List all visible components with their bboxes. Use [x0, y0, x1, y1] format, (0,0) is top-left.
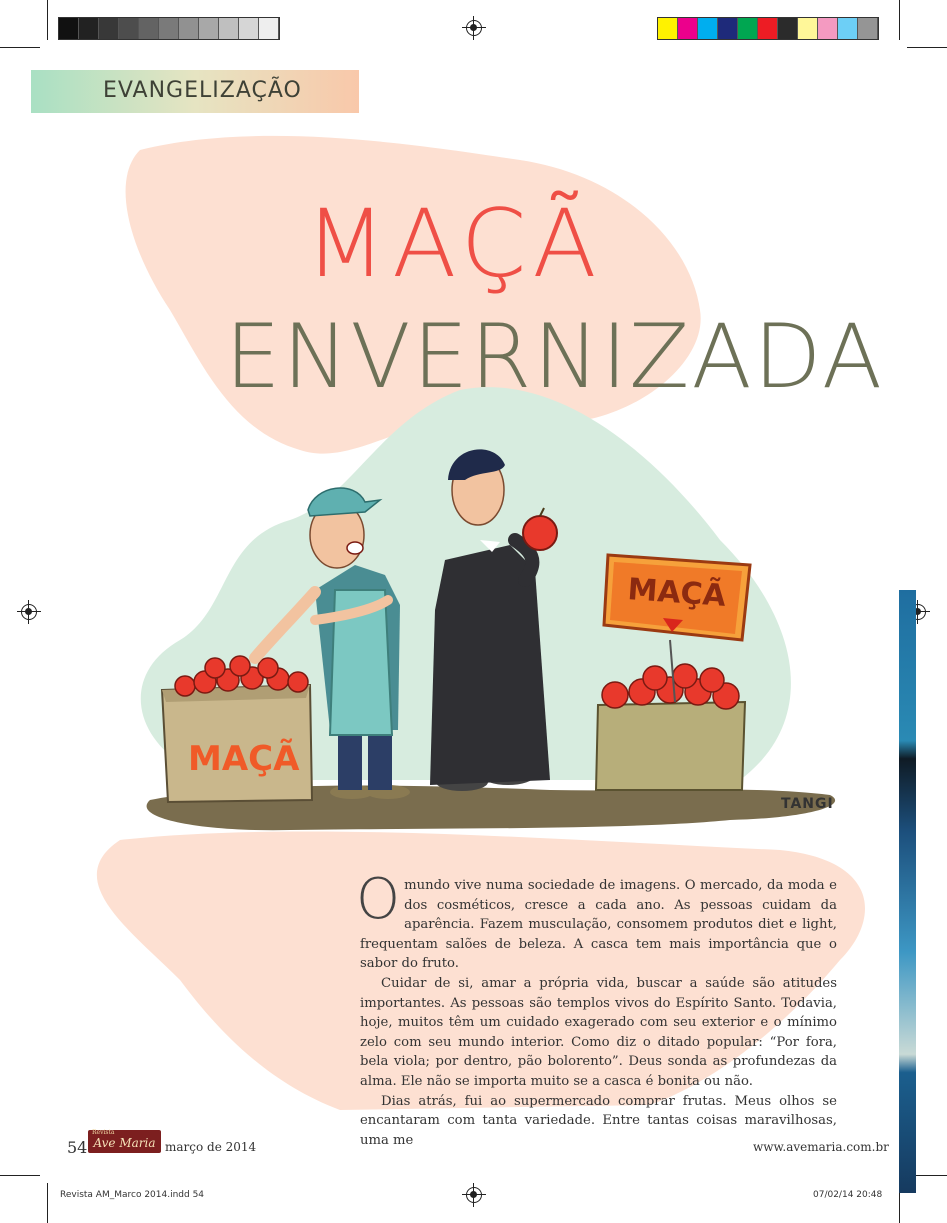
illustration-signature: TANGI [781, 796, 834, 812]
page-number: 54 [67, 1138, 88, 1157]
priest-character [430, 449, 557, 791]
slug-datetime: 07/02/14 20:48 [813, 1190, 883, 1200]
crop-mark [0, 1175, 40, 1176]
article-paragraph [356, 867, 837, 974]
crop-mark [47, 1183, 48, 1223]
grayscale-bar [58, 17, 280, 40]
left-crate-label: MAÇÃ [188, 739, 300, 779]
section-label: EVANGELIZAÇÃO [103, 78, 302, 103]
registration-mark [466, 20, 482, 36]
right-apples [602, 664, 739, 709]
logo-small-text: Revista [92, 1129, 115, 1136]
right-crate [596, 702, 745, 790]
crop-mark [907, 47, 947, 48]
crop-mark [47, 0, 48, 40]
crop-mark [0, 47, 40, 48]
page-edge-bar [899, 590, 916, 1193]
website-url: www.avemaria.com.br [753, 1140, 889, 1154]
illustration [130, 440, 850, 840]
title-line-2: ENVERNIZADA [225, 305, 885, 408]
apple-in-hand [523, 516, 557, 550]
logo-text: Ave Maria [93, 1136, 156, 1150]
crop-mark [899, 0, 900, 40]
color-bar [657, 17, 879, 40]
article-body [356, 867, 837, 1150]
title-line-1: MAÇÃ [305, 190, 603, 299]
slug-filename: Revista AM_Marco 2014.indd 54 [60, 1190, 205, 1200]
issue-date: março de 2014 [165, 1140, 257, 1154]
section-tag [31, 70, 359, 113]
article-paragraph-2: Cuidar de si, amar a própria vida, buscar a saúde são atitudes importantes. As pessoas são templos vivos do Espírito Santo. Todavia, hoje, muitos têm um cuidado exagerado com seu exterior e o mínimo zelo com seu mundo interior. Como diz o ditado popular: “Por fora, bela viola; por dentro, pão bolorento”. Deus sonda as profundezas da alma. Ele não se importa muito se a casca é bonita ou não. [360, 975, 837, 1089]
drop-cap: O [356, 867, 401, 932]
article-paragraph-3: Dias atrás, fui ao supermercado comprar frutas. Meus olhos se encantaram com tanta variedade. Entre tantas coisas maravilhosas, uma me [360, 1093, 837, 1148]
paragraph-1-text: mundo vive numa sociedade de imagens. O mercado, da moda e dos cosméticos, cresce a cada ano. As pessoas cuidam da aparência. Fazem musculação, consomem produtos diet e light, frequentam salões de beleza. A casca tem mais importância que o sabor do fruto. [360, 878, 837, 972]
registration-mark [466, 1187, 482, 1203]
sign-label: MAÇÃ [626, 572, 727, 614]
magazine-logo [88, 1130, 161, 1153]
